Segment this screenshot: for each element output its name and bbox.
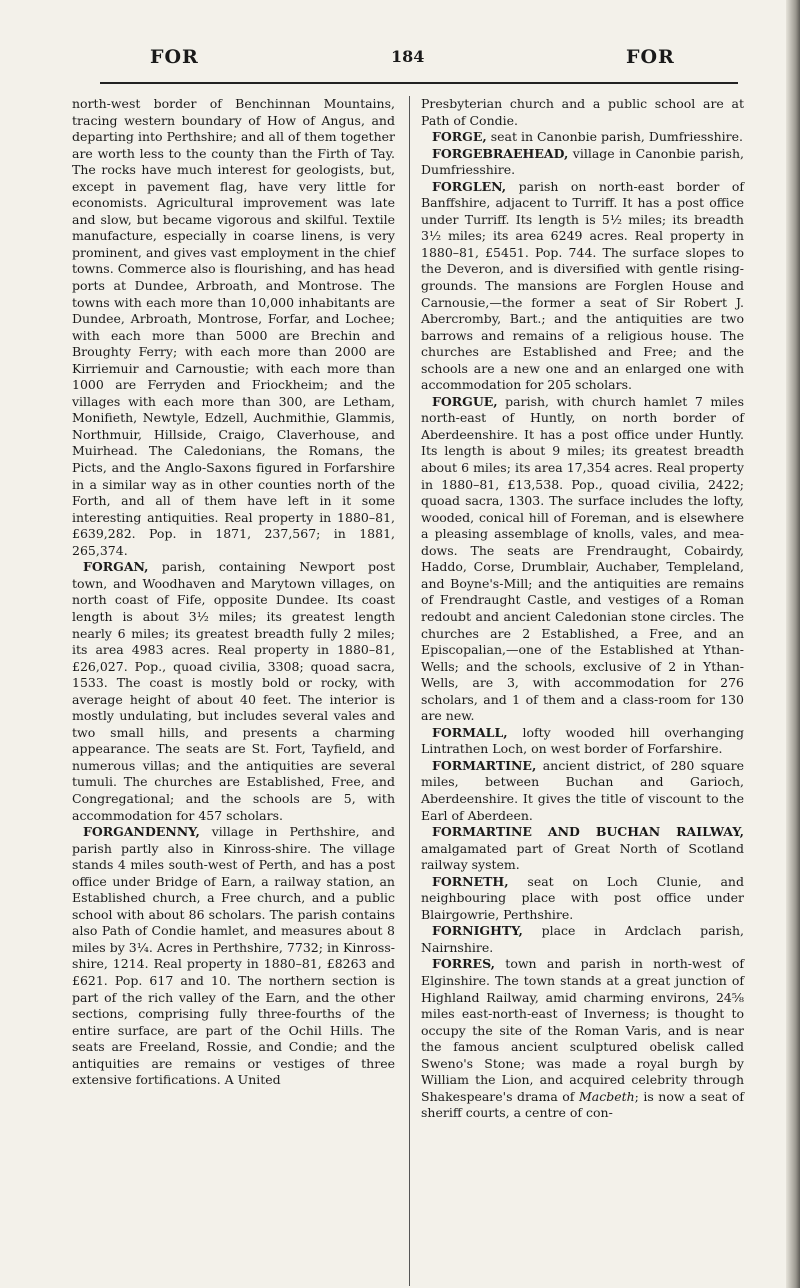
left-column xyxy=(72,96,395,1089)
entry-forglen xyxy=(421,179,744,394)
entry-formartine xyxy=(421,758,744,824)
entry-body: village in Canonbie parish, Dumfriesshire. xyxy=(421,145,744,178)
entry-body: place in Ardclach parish, Nairnshire. xyxy=(421,923,744,955)
right-column xyxy=(421,96,744,1122)
entry-body: seat on Loch Clunie, and neighbouring place with post office under Blairgowrie, Perthshire. xyxy=(421,873,744,922)
entry-body: parish on north-east border of Banffshire, adjacent to Turriff. It has a post office under Turriff. Its length is 5½ miles; its breadth 3½ miles; its area 6249 acres. Real property in 1880–81, £5451. Pop. 744. The surface slopes to the Deveron, and is diversified with gentle rising-grounds. The mansions are Forglen House and Carnousie,—the former a seat of Sir Robert J. Abercromby, Bart.; and the antiquities are two barrows and remains of a religious house. The churches are Established and Free; and the schools are a new one and an enlarged one with accommodation for 205 scholars. xyxy=(421,178,744,393)
header-left-word: FOR xyxy=(150,46,199,68)
entry-body-end: ; is now a seat of sheriff courts, a centre of con- xyxy=(421,1088,744,1121)
header-right-word: FOR xyxy=(626,46,675,68)
entry-heading: FORMARTINE AND BUCHAN RAILWAY, xyxy=(432,824,744,840)
forgandenny-continuation: Presbyterian church and a public school are at Path of Condie. xyxy=(421,96,744,128)
entry-heading: FORGAN, xyxy=(83,559,149,575)
entry-formall xyxy=(421,725,744,758)
entry-body: lofty wooded hill overhanging Lintrathen Loch, on west border of Forfarshire. xyxy=(421,724,744,757)
entry-forge xyxy=(421,129,744,146)
entry-body: amalgamated part of Great North of Scotland railway system. xyxy=(421,840,744,873)
entry-body: seat in Canonbie parish, Dumfriesshire. xyxy=(486,129,743,145)
column-divider xyxy=(409,96,410,1286)
entry-forneth xyxy=(421,874,744,924)
entry-body: parish, with church hamlet 7 miles north-east of Huntly, on north border of Aberdeenshire. It has a post office under Huntly. Its length is about 9 miles; its greatest breadth about 6 miles; its area 17,354 acres. Real property in 1880–81, £13,538. Pop., quoad civilia, 2422; quoad sacra, 1303. The surface includes the lofty, wooded, conical hill of Foreman, and is elsewhere a pleasing assemblage of knolls, vales, and meadows. The seats are Frendraught, Cobairdy, Haddo, Corse, Drumblair, Auchaber, Templeland, and Boyne's-Mill; and the antiquities are remains of Frendraught Castle, and vestiges of a Roman redoubt and ancient Caledonian stone circles. The churches are 2 Established, a Free, and an Episcopalian,—one of the Established at Ythan-Wells; and the schools, exclusive of 2 in Ythan-Wells, are 3, with accommodation for 276 scholars, and 1 of them and a class-room for 130 are new. xyxy=(421,393,744,724)
page-number: 184 xyxy=(391,47,425,66)
entry-body: village in Perthshire, and parish partly also in Kinross-shire. The village stands 4 miles south-west of Perth, and has a post office under Bridge of Earn, a railway station, an Established church, a Free church, and a public school with about 86 scholars. The parish contains also Path of Condie hamlet, and measures about 8 miles by 3¼. Acres in Perthshire, 7732; in Kinross-shire, 1214. Real property in 1880–81, £8263 and £621. Pop. 617 and 10. The northern section is part of the rich valley of the Earn, and the other sections, comprising fully three-fourths of the entire surface, are part of the Ochil Hills. The seats are Freeland, Rossie, and Condie; and the antiquities are remains or vestiges of three extensive fortifications. A United xyxy=(72,824,395,1088)
entry-formartine-buchan-railway xyxy=(421,824,744,874)
entry-heading: FORMALL, xyxy=(432,724,508,740)
entry-heading: FORGUE, xyxy=(432,393,498,409)
entry-forgue xyxy=(421,394,744,725)
entry-heading: FORGLEN, xyxy=(432,178,507,194)
entry-heading: FORNETH, xyxy=(432,873,509,889)
forfarshire-continuation: north-west border of Benchinnan Mountains, tracing western boundary of How of Angus, and departing into Perthshire; and all of them together are worth less to the county than the Firth of Tay. The rocks have much interest for geologists, but, except in pavement flag, have very little for economists. Agricultural improvement was late and slow, but became vigorous and skilful. Textile manufacture, especially in coarse linens, is very prominent, and gives vast employment in the chief towns. Commerce also is flourishing, and has head ports at Dundee, Arbroath, and Montrose. The towns with each more than 10,000 inhabitants are Dundee, Arbroath, Montrose, Forfar, and Lochee; with each more than 5000 are Brechin and Broughty Ferry; with each more than 2000 are Kirriemuir and Carnoustie; with each more than 1000 are Ferryden and Friockheim; and the villages with each more than 300, are Letham, Monifieth, Newtyle, Edzell, Auchmithie, Glammis, Northmuir, Hillside, Craigo, Claverhouse, and Muirhead. The Caledonians, the Romans, the Picts, and the Anglo-Saxons figured in Forfarshire in a similar way as in other counties north of the Forth, and all of them have left in it some interesting antiquities. Real property in 1880–81, £639,282. Pop. in 1871, 237,567; in 1881, 265,374. xyxy=(72,96,395,558)
entry-forgan xyxy=(72,559,395,824)
running-header xyxy=(60,46,740,72)
page-edge-shadow xyxy=(786,0,800,1288)
entry-heading: FORGANDENNY, xyxy=(83,824,200,840)
entry-body: town and parish in north-west of Elginshire. The town stands at a great junction of Highland Railway, amid charming environs, 24⅝ miles east-north-east of Inverness; is thought to occupy the site of the Roman Varis, and is near the famous ancient sculptured obelisk called Sweno's Stone; was made a royal burgh by William the Lion, and acquired celebrity through Shakespeare's drama of xyxy=(421,956,744,1104)
entry-fornighty xyxy=(421,923,744,956)
entry-heading: FORRES, xyxy=(432,956,496,972)
entry-forres xyxy=(421,956,744,1121)
entry-heading: FORMARTINE, xyxy=(432,757,537,773)
entry-heading: FORGE, xyxy=(432,129,487,145)
play-title: Macbeth xyxy=(578,1088,635,1104)
entry-heading: FORNIGHTY, xyxy=(432,923,523,939)
entry-forgandenny xyxy=(72,824,395,1089)
entry-body: ancient district, of 280 square miles, between Buchan and Garioch, Aberdeenshire. It gives the title of viscount to the Earl of Aberdeen. xyxy=(421,757,744,823)
entry-heading: FORGEBRAEHEAD, xyxy=(432,145,569,161)
entry-body: parish, containing Newport post town, and Woodhaven and Marytown villages, on north coast of Fife, opposite Dundee. Its coast length is about 3½ miles; its greatest length nearly 6 miles; its greatest breadth fully 2 miles; its area 4983 acres. Real property in 1880–81, £26,027. Pop., quoad civilia, 3308; quoad sacra, 1533. The coast is mostly bold or rocky, with average height of about 40 feet. The interior is mostly undulating, but includes several vales and two small hills, and presents a charming appearance. The seats are St. Fort, Tayfield, and numerous villas; and the antiquities are several tumuli. The churches are Established, Free, and Congregational; and the schools are 5, with accommodation for 457 scholars. xyxy=(72,559,395,823)
header-rule xyxy=(100,82,738,84)
entry-forgebraehead xyxy=(421,146,744,179)
